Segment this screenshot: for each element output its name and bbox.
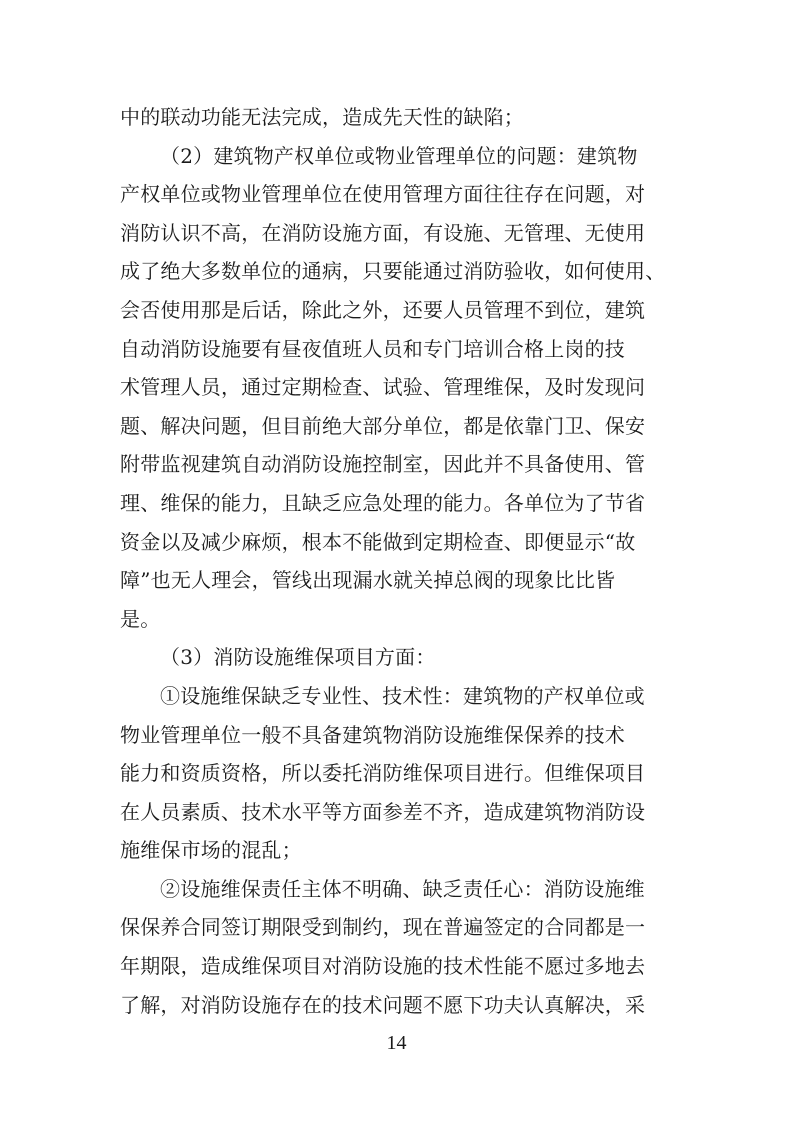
text-line: 年期限，造成维保项目对消防设施的技术性能不愿过多地去: [120, 954, 646, 979]
text-line: 自动消防设施要有昼夜值班人员和专门培训合格上岗的技: [120, 336, 625, 361]
text-line: 产权单位或物业管理单位在使用管理方面往往存在问题，对: [120, 182, 646, 207]
text-line: ②设施维保责任主体不明确、缺乏责任心：消防设施维: [160, 876, 645, 901]
text-line: （2）建筑物产权单位或物业管理单位的问题：建筑物: [160, 143, 638, 168]
text-line: 资金以及减少麻烦，根本不能做到定期检查、即便显示“故: [120, 529, 636, 554]
text-line: 理、维保的能力，且缺乏应急处理的能力。各单位为了节省: [120, 490, 646, 515]
text-line: 中的联动功能无法完成，造成先天性的缺陷；: [120, 105, 524, 129]
text-line: 是。: [120, 606, 161, 631]
page-number: 14: [386, 1032, 407, 1054]
text-line: 题、解决问题，但目前绝大部分单位，都是依靠门卫、保安: [120, 413, 646, 438]
text-line: 消防认识不高，在消防设施方面，有设施、无管理、无使用: [120, 220, 646, 245]
text-line: 会否使用那是后话，除此之外，还要人员管理不到位，建筑: [120, 297, 646, 322]
text-line: 了解，对消防设施存在的技术问题不愿下功夫认真解决，采: [120, 992, 646, 1017]
text-line: 附带监视建筑自动消防设施控制室，因此并不具备使用、管: [120, 452, 646, 477]
text-line: ①设施维保缺乏专业性、技术性：建筑物的产权单位或: [160, 683, 645, 708]
body-text: [120, 98, 676, 1024]
text-line: 物业管理单位一般不具备建筑物消防设施维保保养的技术: [120, 722, 625, 747]
text-line: 成了绝大多数单位的通病，只要能通过消防验收，如何使用、: [120, 259, 666, 284]
text-line: 施维保市场的混乱；: [120, 838, 302, 863]
text-line: 术管理人员，通过定期检查、试验、管理维保，及时发现问: [120, 375, 646, 400]
text-line: （3）消防设施维保项目方面：: [160, 645, 436, 670]
text-line: 在人员素质、技术水平等方面参差不齐，造成建筑物消防设: [120, 799, 646, 824]
text-line: 能力和资质资格，所以委托消防维保项目进行。但维保项目: [120, 761, 646, 786]
text-line: 障”也无人理会，管线出现漏水就关掉总阀的现象比比皆: [120, 568, 616, 593]
text-line: 保保养合同签订期限受到制约，现在普遍签定的合同都是一: [120, 915, 646, 940]
